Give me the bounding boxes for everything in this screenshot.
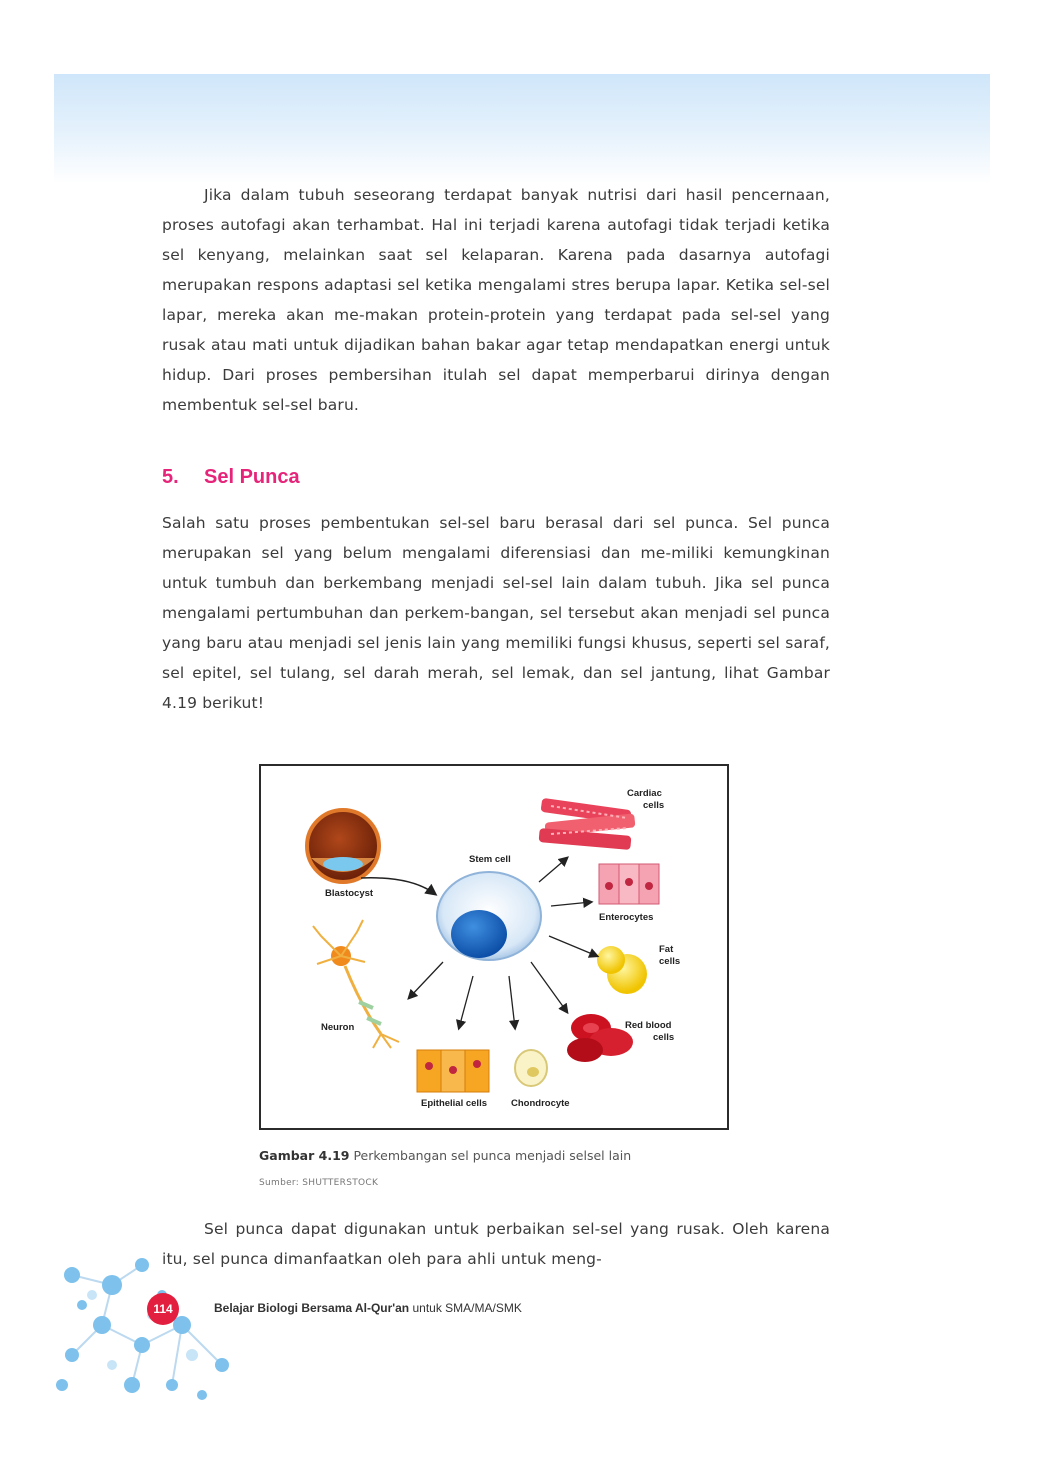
stem-cell-figure bbox=[259, 764, 729, 1130]
book-title: Belajar Biologi Bersama Al-Qur'an bbox=[214, 1301, 410, 1315]
stem-cell-nucleus bbox=[451, 910, 507, 958]
label-chondrocyte: Chondrocyte bbox=[511, 1098, 570, 1109]
header-band bbox=[54, 74, 990, 184]
figure-caption bbox=[259, 1148, 819, 1163]
figure-source: Sumber: SHUTTERSTOCK bbox=[259, 1178, 379, 1188]
stem-cell-illustration bbox=[261, 766, 727, 1128]
caption-label: Gambar 4.19 bbox=[259, 1148, 350, 1163]
epithelial-cells-illustration bbox=[417, 1050, 489, 1092]
fat-cells-illustration bbox=[597, 946, 647, 994]
chondrocyte-illustration bbox=[515, 1050, 547, 1086]
label-stem-cell: Stem cell bbox=[469, 854, 511, 865]
page-number-badge: 114 bbox=[147, 1293, 179, 1325]
footer-book-title bbox=[214, 1301, 522, 1315]
label-rbc-line2: cells bbox=[653, 1032, 675, 1043]
label-cardiac-line1: Cardiac bbox=[627, 788, 662, 799]
body-paragraph-autofagi: Jika dalam tubuh seseorang terdapat banyak nutrisi dari hasil pencernaan, proses autofagi akan terhambat. Hal ini terjadi karena autofagi tidak terjadi ketika sel kenyang, melainkan saat sel kelaparan. Karena pada dasarnya autofagi merupakan respons adaptasi sel ketika mengalami stres berupa lapar. Ketika sel-sel lapar, mereka akan me-makan protein-protein yang terdapat pada sel-sel yang rusak atau mati untuk dijadikan bahan bakar agar tetap mendapatkan energi untuk hidup. Dari proses pembersihan itulah sel dapat memperbarui dirinya dengan membentuk sel-sel baru. bbox=[162, 186, 830, 414]
caption-text: Perkembangan sel punca menjadi selsel lain bbox=[353, 1148, 632, 1163]
section-number: 5. bbox=[162, 466, 179, 488]
red-blood-cells-illustration bbox=[567, 1014, 633, 1062]
section-title: Sel Punca bbox=[204, 466, 300, 488]
label-epithelial: Epithelial cells bbox=[421, 1098, 487, 1109]
label-blastocyst: Blastocyst bbox=[325, 888, 374, 899]
label-neuron: Neuron bbox=[321, 1022, 355, 1033]
label-rbc-line1: Red blood bbox=[625, 1020, 672, 1031]
label-fat-line1: Fat bbox=[659, 944, 674, 955]
enterocytes-illustration bbox=[599, 864, 659, 904]
blastocyst-illustration bbox=[307, 810, 379, 882]
cardiac-cells-illustration bbox=[539, 798, 636, 850]
body-paragraph-sel-punca: Salah satu proses pembentukan sel-sel baru berasal dari sel punca. Sel punca merupakan sel yang belum mengalami diferensiasi dan me-miliki kemungkinan untuk tumbuh dan berkembang menjadi sel-sel lain dalam tubuh. Jika sel punca mengalami pertumbuhan dan perkem-bangan, sel tersebut akan menjadi sel punca yang baru atau menjadi sel jenis lain yang memiliki fungsi khusus, seperti sel saraf, sel epitel, sel tulang, sel darah merah, sel lemak, dan sel jantung, lihat Gambar 4.19 berikut! bbox=[162, 514, 830, 712]
label-fat-line2: cells bbox=[659, 956, 681, 967]
section-heading bbox=[162, 466, 300, 489]
body-paragraph-continued: Sel punca dapat digunakan untuk perbaikan sel-sel yang rusak. Oleh karena itu, sel punca dimanfaatkan oleh para ahli untuk meng- bbox=[162, 1220, 830, 1268]
book-audience: untuk SMA/MA/SMK bbox=[412, 1301, 522, 1315]
molecule-decoration bbox=[52, 1255, 242, 1405]
label-enterocytes: Enterocytes bbox=[599, 912, 654, 923]
label-cardiac-line2: cells bbox=[643, 800, 665, 811]
